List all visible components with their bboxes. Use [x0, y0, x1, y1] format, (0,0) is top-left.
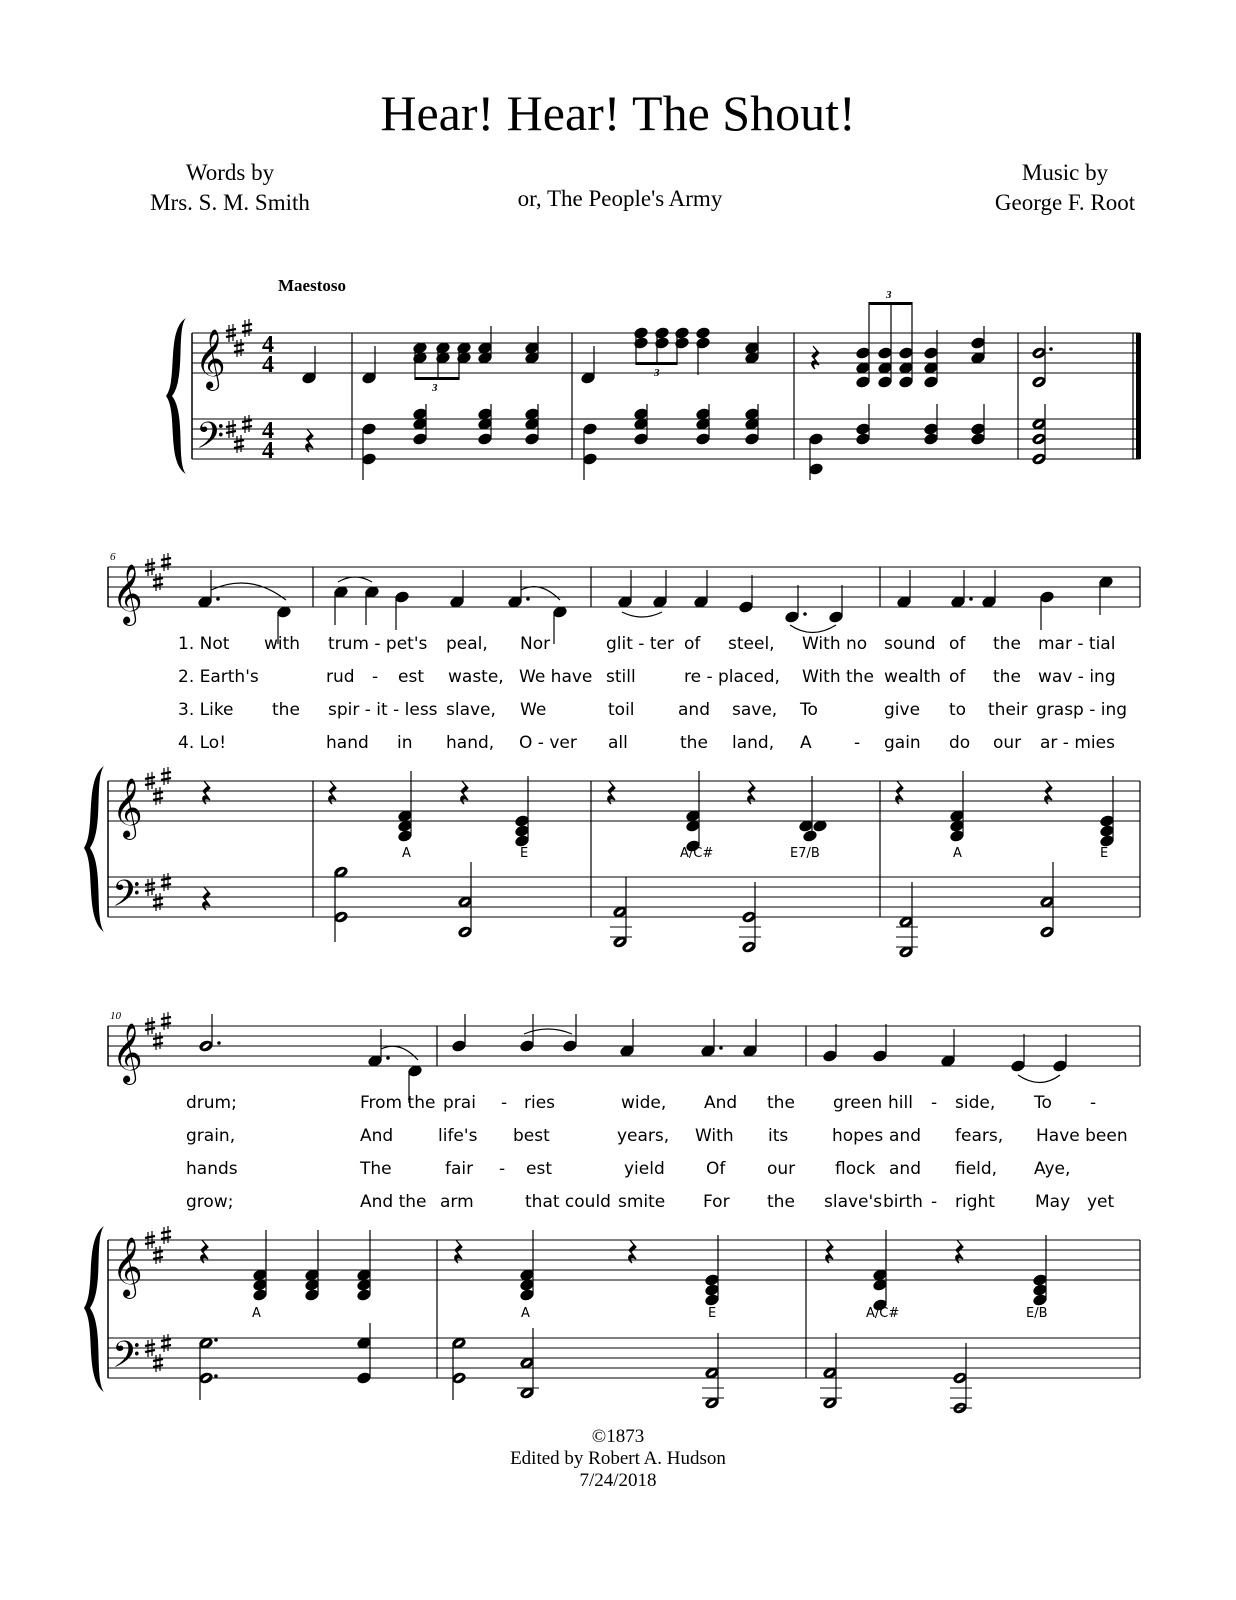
lyric-syllable: With [695, 1126, 734, 1146]
time-sig-bottom-bass: 4 [262, 438, 274, 464]
lyric-syllable: with [264, 634, 301, 654]
lyric-syllable: yield [624, 1159, 665, 1179]
lyric-syllable: and [678, 700, 710, 720]
lyric-syllable: - [854, 733, 861, 753]
lyric-syllable: hand [326, 733, 369, 753]
triplet-mark-1: 3 [432, 382, 438, 394]
lyric-syllable: best [513, 1126, 550, 1146]
lyric-syllable: slave's [824, 1192, 883, 1212]
system2-piano-bass-notes [203, 862, 1055, 958]
lyric-syllable: land, [732, 733, 775, 753]
lyric-syllable: grain, [186, 1126, 236, 1146]
verse-3-lyrics [0, 1159, 1236, 1183]
lyric-syllable: sound [884, 634, 936, 654]
verse-2-lyrics [0, 667, 1236, 691]
lyric-syllable: To [800, 700, 818, 720]
lyric-syllable: give [884, 700, 921, 720]
verse-1-lyrics [0, 1093, 1236, 1117]
lyric-syllable: of [949, 667, 966, 687]
verse-4-lyrics [0, 1192, 1236, 1216]
lyric-syllable: And [360, 1126, 394, 1146]
lyric-syllable: A [800, 733, 812, 753]
lyric-syllable: field, [955, 1159, 998, 1179]
lyric-syllable: Of [706, 1159, 726, 1179]
lyric-syllable: mar - tial [1038, 634, 1116, 654]
lyric-syllable: life's [438, 1126, 478, 1146]
editor-credit: Edited by Robert A. Hudson [510, 1448, 726, 1469]
chord-symbol: A [521, 1306, 530, 1321]
lyric-syllable: peal, [446, 634, 488, 654]
lyric-syllable: est [526, 1159, 552, 1179]
lyric-syllable: And the [360, 1192, 427, 1212]
measure-number-10: 10 [110, 1010, 121, 1022]
lyric-syllable: the [680, 733, 708, 753]
lyric-syllable: 4. Lo! [178, 733, 227, 753]
lyric-syllable: ar - mies [1040, 733, 1115, 753]
lyric-syllable: From the [360, 1093, 436, 1113]
song-title: Hear! Hear! The Shout! [380, 85, 856, 141]
lyric-syllable: the [767, 1093, 795, 1113]
lyric-syllable: yet [1087, 1192, 1115, 1212]
lyric-syllable: To [1034, 1093, 1052, 1113]
lyric-syllable: do [949, 733, 971, 753]
verse-2-lyrics [0, 1126, 1236, 1150]
lyric-syllable: toil [608, 700, 635, 720]
lyric-syllable: right [955, 1192, 995, 1212]
lyric-syllable: grow; [186, 1192, 234, 1212]
lyric-syllable: - [501, 1093, 508, 1113]
lyric-syllable: hands [186, 1159, 238, 1179]
lyric-syllable: drum; [186, 1093, 237, 1113]
system3-vocal-notes [199, 1014, 1068, 1103]
lyric-syllable: May [1035, 1192, 1071, 1212]
lyric-syllable: 3. Like [178, 700, 234, 720]
time-sig-top-bass: 4 [262, 418, 274, 444]
lyric-syllable: trum - pet's [328, 634, 428, 654]
chord-symbol: A [252, 1306, 261, 1321]
lyric-syllable: save, [732, 700, 778, 720]
lyric-syllable: years, [617, 1126, 670, 1146]
lyric-syllable: in [397, 733, 413, 753]
lyric-syllable: O - ver [519, 733, 577, 753]
lyric-syllable: steel, [728, 634, 775, 654]
measure-number-6: 6 [110, 551, 116, 563]
chord-symbols-system3 [0, 1306, 1236, 1330]
lyric-syllable: hand, [446, 733, 495, 753]
lyric-syllable: prai [443, 1093, 476, 1113]
lyric-syllable: our [767, 1159, 796, 1179]
lyric-syllable: 1. Not [178, 634, 230, 654]
brace-system1 [166, 318, 186, 474]
lyric-syllable: gain [884, 733, 921, 753]
lyric-syllable: We [520, 700, 547, 720]
lyric-syllable: est [398, 667, 424, 687]
verse-3-lyrics [0, 700, 1236, 724]
music-author: George F. Root [994, 190, 1136, 215]
lyric-syllable: their [988, 700, 1028, 720]
lyric-syllable: of [684, 634, 701, 654]
chord-symbol: A [402, 846, 411, 861]
chord-symbol: E [520, 846, 529, 861]
lyric-syllable: wide, [621, 1093, 667, 1113]
lyric-syllable: our [993, 733, 1022, 753]
lyric-syllable: the [272, 700, 300, 720]
lyric-syllable: of [949, 634, 966, 654]
staff-system2-piano-treble [108, 781, 1140, 821]
lyric-syllable: - [372, 667, 379, 687]
lyric-syllable: spir - it - less [328, 700, 438, 720]
music-label: Music by [1021, 160, 1109, 185]
lyric-syllable: And [704, 1093, 738, 1113]
lyric-syllable: still [606, 667, 636, 687]
lyric-syllable: and [889, 1159, 921, 1179]
lyric-syllable: the [993, 634, 1021, 654]
lyric-syllable: We have [519, 667, 593, 687]
edit-date: 7/24/2018 [579, 1470, 657, 1491]
staff-system3-vocal [108, 1026, 1140, 1066]
staff-system1-bass [192, 419, 1140, 459]
system3-piano-treble-notes [201, 1230, 1048, 1311]
lyric-syllable: - [931, 1192, 938, 1212]
chord-symbols-system2 [0, 846, 1236, 870]
copyright: ©1873 [591, 1426, 645, 1447]
staff-system3-piano-bass [108, 1338, 1140, 1378]
lyric-syllable: smite [618, 1192, 666, 1212]
lyric-syllable: For [703, 1192, 730, 1212]
footer [0, 1426, 1236, 1492]
lyric-syllable: - [1090, 1093, 1097, 1113]
chord-symbol: E [1100, 846, 1109, 861]
verse-4-lyrics [0, 733, 1236, 757]
lyric-syllable: rud [326, 667, 355, 687]
lyric-syllable: The [360, 1159, 392, 1179]
treble-clef-icon: 𝄞 [112, 780, 143, 837]
system2-piano-treble-notes [203, 771, 1115, 852]
system1-bass-notes [306, 404, 1047, 480]
lyric-syllable: - [499, 1159, 506, 1179]
bass-clef-icon: 𝄢 [196, 416, 225, 465]
lyric-syllable: birth [883, 1192, 923, 1212]
chord-symbol: E [708, 1306, 717, 1321]
chord-symbol: A/C# [680, 846, 714, 861]
lyric-syllable: that could [525, 1192, 611, 1212]
time-sig-bottom: 4 [262, 352, 274, 378]
lyric-syllable: flock [835, 1159, 876, 1179]
words-author: Mrs. S. M. Smith [150, 190, 310, 215]
treble-clef-icon: 𝄞 [112, 566, 143, 623]
bass-clef-icon: 𝄢 [112, 874, 141, 923]
triplet-mark-3: 3 [886, 289, 892, 301]
song-subtitle: or, The People's Army [517, 186, 723, 211]
lyric-syllable: its [768, 1126, 789, 1146]
lyric-syllable: arm [440, 1192, 474, 1212]
lyric-syllable: Have been [1036, 1126, 1128, 1146]
treble-clef-icon: 𝄞 [112, 1025, 143, 1082]
lyric-syllable: ries [524, 1093, 556, 1113]
bass-clef-icon: 𝄢 [112, 1335, 141, 1384]
lyric-syllable: hill [888, 1093, 913, 1113]
words-label: Words by [185, 160, 275, 185]
lyric-syllable: grasp - ing [1036, 700, 1128, 720]
lyric-syllable: - [931, 1093, 938, 1113]
system1-treble-notes [302, 302, 1053, 388]
chord-symbol: A [953, 846, 962, 861]
chord-symbol: A/C# [866, 1306, 900, 1321]
verse-1-lyrics [0, 634, 1236, 658]
chord-symbol: E/B [1026, 1306, 1048, 1321]
lyric-syllable: With no [802, 634, 868, 654]
lyric-syllable: to [949, 700, 967, 720]
lyric-syllable: Nor [520, 634, 551, 654]
tempo-marking: Maestoso [278, 276, 346, 295]
lyric-syllable: fears, [955, 1126, 1004, 1146]
lyric-syllable: hopes [832, 1126, 884, 1146]
triplet-mark-2: 3 [654, 367, 660, 379]
lyric-syllable: slave, [446, 700, 496, 720]
treble-clef-icon: 𝄞 [112, 1239, 143, 1296]
treble-clef-icon: 𝄞 [195, 331, 226, 388]
lyric-syllable: wealth [884, 667, 941, 687]
lyric-syllable: the [767, 1192, 795, 1212]
time-sig-top: 4 [262, 332, 274, 358]
lyric-syllable: side, [955, 1093, 996, 1113]
system3-piano-bass-notes [199, 1323, 972, 1414]
lyric-syllable: Aye, [1034, 1159, 1071, 1179]
lyric-syllable: the [993, 667, 1021, 687]
lyric-syllable: With the [802, 667, 874, 687]
lyric-syllable: glit - ter [606, 634, 674, 654]
lyric-syllable: all [608, 733, 628, 753]
lyric-syllable: wav - ing [1038, 667, 1116, 687]
chord-symbol: E7/B [790, 846, 820, 861]
lyric-syllable: fair [445, 1159, 474, 1179]
lyric-syllable: re - placed, [684, 667, 780, 687]
lyric-syllable: green [833, 1093, 883, 1113]
lyric-syllable: 2. Earth's [178, 667, 259, 687]
lyric-syllable: and [889, 1126, 921, 1146]
lyric-syllable: waste, [448, 667, 504, 687]
